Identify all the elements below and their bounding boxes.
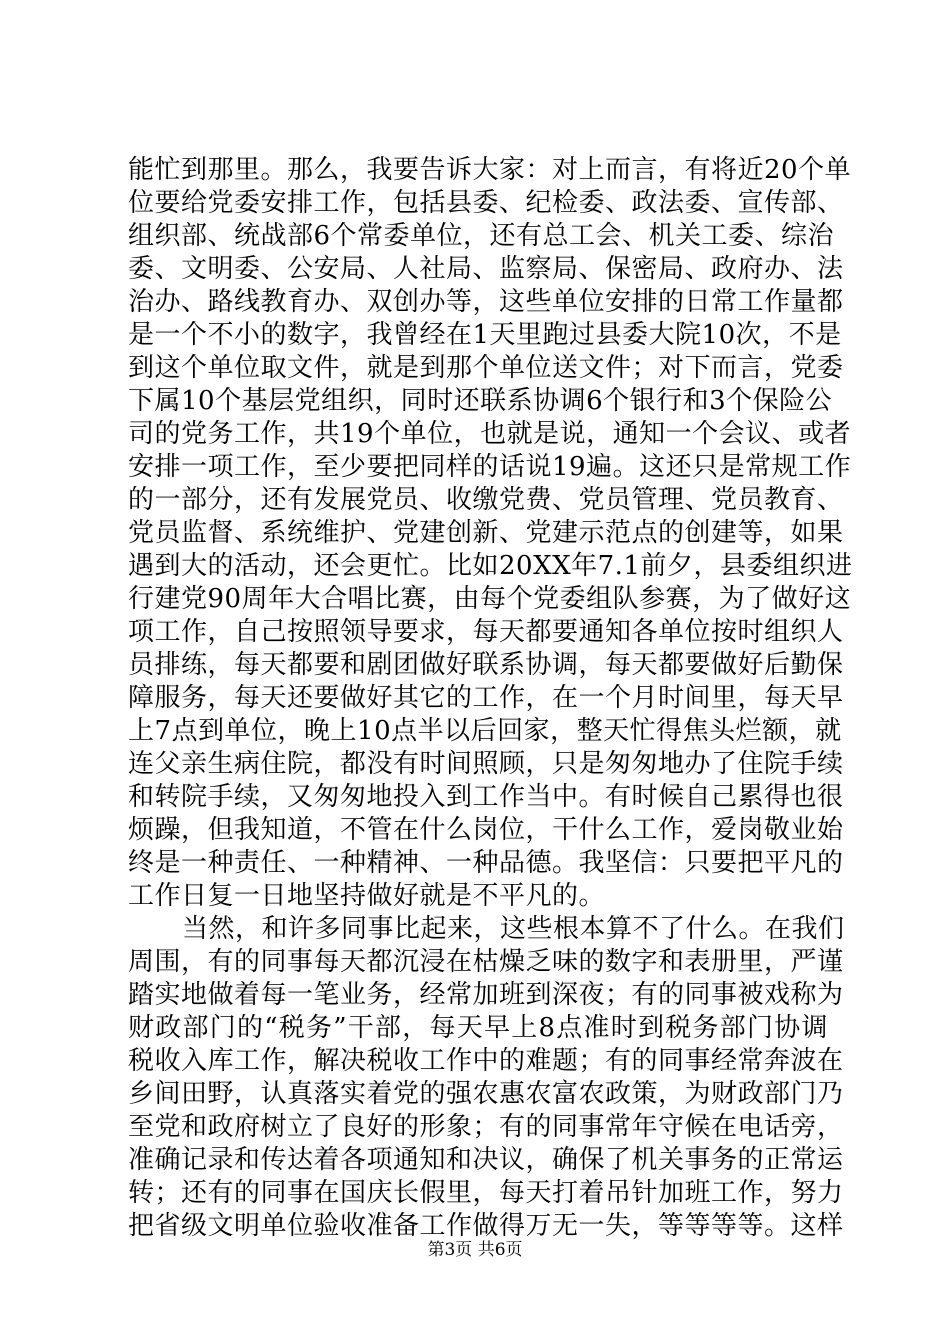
- text-line: 下属10个基层党组织，同时还联系协调6个银行和3个保险公: [128, 386, 833, 416]
- text-line: 的一部分，还有发展党员、收缴党费、党员管理、党员教育、: [128, 485, 844, 515]
- paragraph: [128, 154, 853, 913]
- text-line: 工作日复一日地坚持做好就是不平凡的。: [128, 881, 606, 911]
- text-line: 组织部、统战部6个常委单位，还有总工会、机关工委、综治: [128, 221, 835, 251]
- text-line: 障服务，每天还要做好其它的工作，在一个月时间里，每天早: [128, 683, 844, 713]
- text-line: 员排练，每天都要和剧团做好联系协调，每天都要做好后勤保: [128, 650, 844, 680]
- text-line: 至党和政府树立了良好的形象；有的同事常年守候在电话旁，: [128, 1112, 844, 1142]
- text-line: 行建党90周年大合唱比赛，由每个党委组队参赛，为了做好这: [128, 584, 852, 614]
- text-line: 治办、路线教育办、双创办等，这些单位安排的日常工作量都: [128, 287, 844, 317]
- text-line: 周围，有的同事每天都沉浸在枯燥乏味的数字和表册里，严谨: [128, 947, 844, 977]
- text-line: 准确记录和传达着各项通知和决议，确保了机关事务的正常运: [128, 1145, 844, 1175]
- text-line: 当然，和许多同事比起来，这些根本算不了什么。在我们: [182, 914, 845, 944]
- paragraph: [128, 913, 845, 1243]
- text-line: 到这个单位取文件，就是到那个单位送文件；对下而言，党委: [128, 353, 844, 383]
- text-line: 和转院手续，又匆匆地投入到工作当中。有时候自己累得也很: [128, 782, 844, 812]
- text-line: 踏实地做着每一笔业务，经常加班到深夜；有的同事被戏称为: [128, 980, 844, 1010]
- text-line: 党员监督、系统维护、党建创新、党建示范点的创建等，如果: [128, 518, 844, 548]
- text-line: 转；还有的同事在国庆长假里，每天打着吊针加班工作，努力: [128, 1178, 844, 1208]
- text-line: 安排一项工作，至少要把同样的话说19遍。这还只是常规工作: [128, 452, 852, 482]
- text-line: 乡间田野，认真落实着党的强农惠农富农政策，为财政部门乃: [128, 1079, 844, 1109]
- text-line: 是一个不小的数字，我曾经在1天里跑过县委大院10次，不是: [128, 320, 842, 350]
- text-line: 遇到大的活动，还会更忙。比如20XX年7.1前夕，县委组织进: [128, 551, 853, 581]
- text-line: 项工作，自己按照领导要求，每天都要通知各单位按时组织人: [128, 617, 844, 647]
- page-footer: 第3页 共6页: [427, 1240, 523, 1260]
- text-line: 连父亲生病住院，都没有时间照顾，只是匆匆地办了住院手续: [128, 749, 844, 779]
- text-line: 烦躁，但我知道，不管在什么岗位，干什么工作，爱岗敬业始: [128, 815, 844, 845]
- text-line: 终是一种责任、一种精神、一种品德。我坚信：只要把平凡的: [128, 848, 844, 878]
- text-line: 把省级文明单位验收准备工作做得万无一失，等等等等。这样: [128, 1211, 844, 1241]
- text-line: 委、文明委、公安局、人社局、监察局、保密局、政府办、法: [128, 254, 844, 284]
- text-line: 税收入库工作，解决税收工作中的难题；有的同事经常奔波在: [128, 1046, 844, 1076]
- text-line: 财政部门的“税务”干部，每天早上8点准时到税务部门协调: [128, 1013, 828, 1043]
- body-text: [128, 154, 853, 1243]
- text-line: 司的党务工作，共19个单位，也就是说，通知一个会议、或者: [128, 419, 852, 449]
- text-line: 位要给党委安排工作，包括县委、纪检委、政法委、宣传部、: [128, 188, 844, 218]
- text-line: 上7点到单位，晚上10点半以后回家，整天忙得焦头烂额，就: [128, 716, 842, 746]
- text-line: 能忙到那里。那么，我要告诉大家：对上而言，有将近20个单: [128, 155, 852, 185]
